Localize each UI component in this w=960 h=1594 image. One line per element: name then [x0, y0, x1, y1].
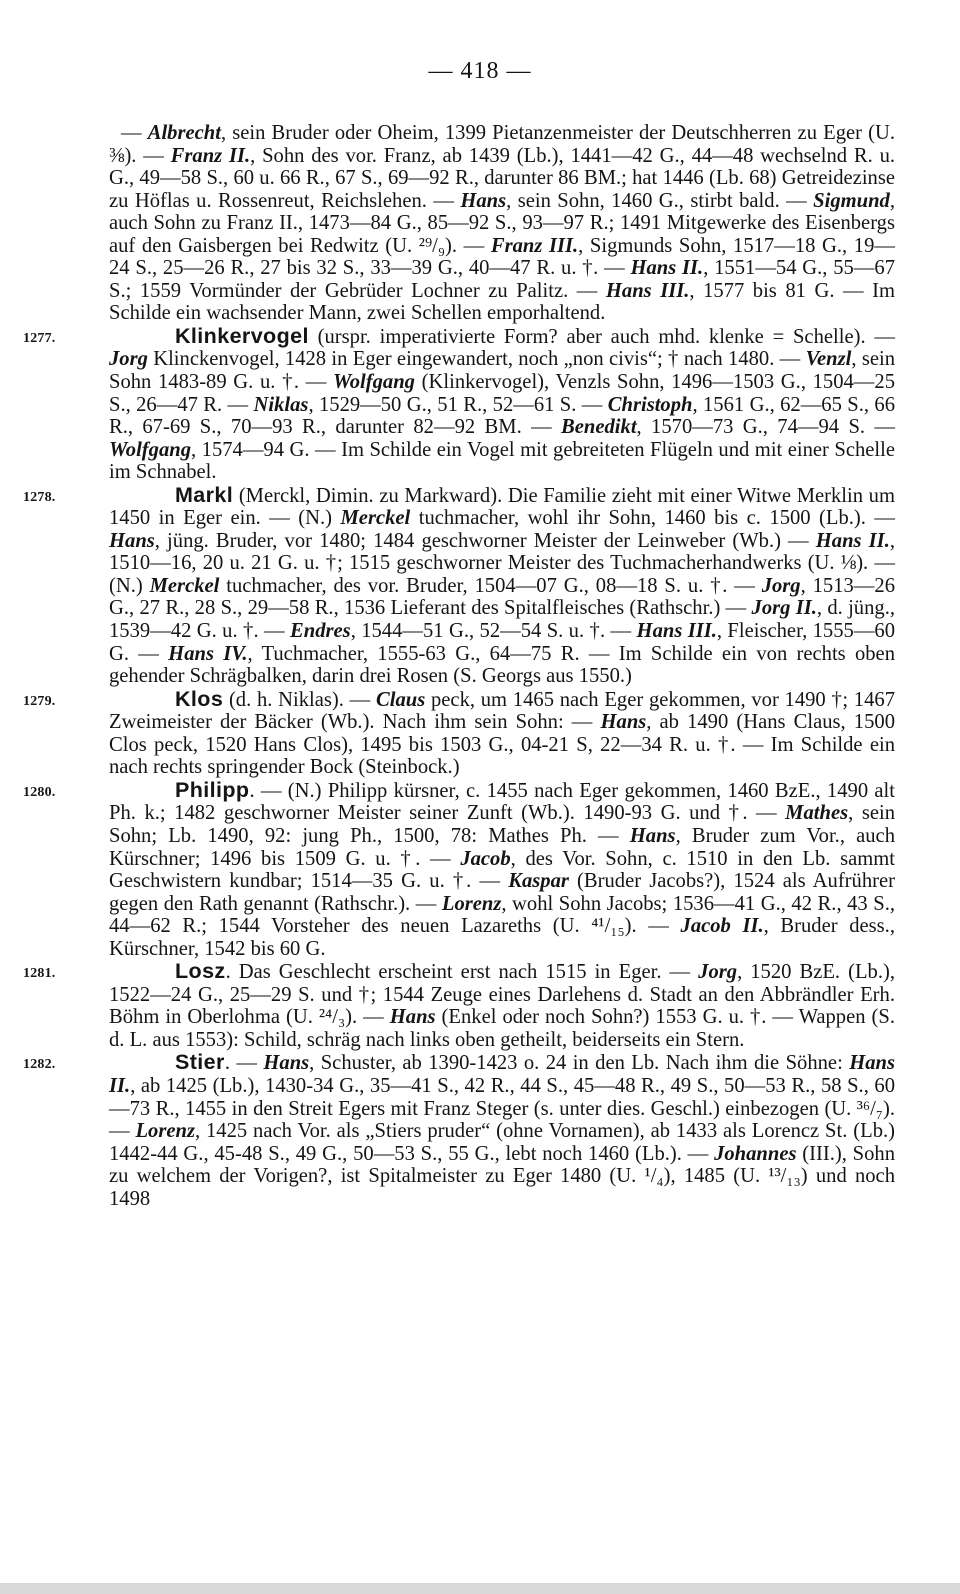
text-segment: (urspr. imperativierte Form? aber auch mhd. klenke = Schelle). —	[308, 325, 895, 348]
text-segment: —	[121, 122, 148, 144]
page-number: — 418 —	[428, 58, 532, 84]
person-name: Mathes	[785, 802, 849, 825]
text-segment: , sein Sohn 1483-89 G. u. †. —	[109, 348, 895, 394]
text-segment: , 1425 nach Vor. als „Stiers pruder“ (ohne Vornamen), ab 1433 als Lorencz St. (Lb.) 1442-44 G., 45-48 S., 49 G., 50—53 S., 55 G., lebt noch 1460 (Lb.). —	[109, 1120, 895, 1165]
text-segment: , Bruder dess., Kürschner, 1542 bis 60 G.	[109, 915, 895, 960]
text-segment: , 1574—94 G. — Im Schilde ein Vogel mit gebreiteten Flügeln und mit einer Schelle im Schnabel.	[109, 438, 895, 484]
entry-philipp	[23, 777, 895, 960]
text-segment: , d. jüng., 1539—42 G. u. †. —	[109, 597, 895, 643]
text-segment: , 1529—50 G., 51 R., 52—61 S. —	[308, 393, 608, 416]
person-name: Niklas	[253, 393, 309, 416]
person-name: Franz II.	[170, 144, 251, 167]
text-segment: , ab 1490 (Hans Claus, 1500 Clos peck, 1520 Hans Clos), 1495 bis 1503 G., 04-21 S, 22—34 R. u. †. — Im Schilde ein nach rechts springender Bock (Steinbock.)	[109, 711, 895, 779]
page-body	[23, 122, 896, 1210]
text-segment: , auch Sohn zu Franz II., 1473—84 G., 85—92 S., 93—97 R.; 1491 Mitgewerke des Eisenbergs auf den Gaisbergen bei Redwitz (U. ²⁹/₉). —	[109, 189, 895, 257]
person-name: Jacob	[460, 847, 511, 870]
entry-klinkervogel	[23, 323, 895, 484]
text-segment: , wohl Sohn Jacobs; 1536—41 G., 42 R., 43 S., 44—62 R.; 1544 Vorsteher des neuen Lazareths (U. ⁴¹/₁₅). —	[109, 892, 895, 938]
text-segment: (d. h. Niklas). —	[223, 688, 377, 711]
text-segment: , sein Sohn; Lb. 1490, 92: jung Ph., 1500, 78: Mathes Ph. —	[109, 802, 895, 847]
entry-surname: Losz	[175, 959, 226, 984]
entry-surname: Klos	[175, 686, 224, 711]
person-name: Hans II.	[630, 257, 704, 280]
person-name: Jorg	[109, 348, 148, 371]
text-segment: , Tuchmacher, 1555-63 G., 64—75 R. — Im Schilde ein von rechts oben gehender Schrägbalken, darin drei Rosen (S. Georgs aus 1550.)	[109, 642, 895, 688]
text-segment: , 1544—51 G., 52—54 S. u. †. —	[350, 620, 637, 643]
text-segment: , 1561 G., 62—65 S., 66 R., 67-69 S., 70—93 R., darunter 82—92 BM. —	[109, 393, 895, 439]
person-name: Merckel	[340, 507, 411, 530]
text-segment: , 1520 BzE. (Lb.), 1522—24 G., 25—29 S. und †; 1544 Zeuge eines Darlehens d. Stadt an den Abbrändler Erh. Böhm in Oberlohma (U. ²⁴/₃). —	[109, 961, 895, 1029]
person-name: Wolfgang	[109, 438, 192, 461]
person-name: Hans IV.	[168, 642, 248, 665]
text-segment: , 1513—26 G., 27 R., 28 S., 29—58 R., 1536 Lieferant des Spitalfleisches (Rathschr.) —	[109, 574, 895, 620]
person-name: Hans	[389, 1006, 436, 1029]
text-segment: , des Vor. Sohn, c. 1510 in den Lb. sammt Geschwistern kundbar; 1514—35 G. u. †. —	[109, 847, 895, 893]
entry-number: 1277.	[23, 330, 56, 346]
text-segment: (Merckl, Dimin. zu Markward). Die Familie zieht mit einer Witwe Merklin um 1450 in Eger ein. — (N.)	[109, 484, 895, 530]
person-name: Johannes	[714, 1142, 797, 1165]
text-segment: , 1570—73 G., 74—94 S. —	[636, 416, 895, 439]
person-name: Albrecht	[147, 122, 221, 144]
text-segment: (Bruder Jacobs?), 1524 als Aufrührer gegen den Rath genannt (Rathschr.). —	[109, 870, 895, 915]
person-name: Jorg	[761, 574, 801, 597]
person-name: Hans	[109, 529, 155, 552]
text-segment: , sein Bruder oder Oheim, 1399 Pietanzenmeister der Deutschherren zu Eger (U. ⅜). —	[109, 122, 895, 167]
entry-number: 1278.	[23, 489, 56, 505]
person-name: Hans	[600, 711, 647, 734]
entry-surname: Markl	[175, 482, 234, 507]
entry-stier	[23, 1050, 895, 1210]
person-name: Hans II.	[815, 529, 890, 552]
text-segment: , Bruder zum Vor., auch Kürschner; 1496 bis 1509 G. u. †. —	[109, 824, 895, 870]
scan-bottom-edge	[0, 1583, 960, 1594]
person-name: Venzl	[805, 348, 852, 371]
person-name: Lorenz	[441, 892, 502, 915]
person-name: Hans II.	[109, 1052, 895, 1097]
person-name: Hans III.	[636, 620, 717, 643]
entry-markl	[23, 482, 896, 688]
person-name: Endres	[290, 620, 351, 643]
entry-number: 1280.	[23, 784, 56, 800]
text-segment: , 1551—54 G., 55—67 S.; 1559 Vormünder der Gebrüder Lochner zu Palitz. —	[109, 257, 895, 302]
person-name: Wolfgang	[332, 371, 415, 394]
text-segment: . — (N.) Philipp kürsner, c. 1455 nach Eger gekommen, 1460 BzE., 1490 alt Ph. k.; 1482 geschworner Meister seiner Zunft (Wb.). 1490-93 G. und †. —	[109, 779, 895, 825]
entry-surname: Philipp	[175, 777, 250, 802]
person-name: Kaspar	[508, 870, 569, 893]
person-name: Merckel	[149, 574, 220, 597]
text-segment: , Fleischer, 1555—60 G. —	[109, 620, 896, 665]
person-name: Sigmund	[813, 189, 890, 212]
entry-number: 1281.	[23, 966, 56, 982]
text-segment: , 1510—16, 20 u. 21 G. u. †; 1515 geschworner Meister des Tuchmacherhandwerks (U. ⅛). — (N.)	[109, 529, 895, 597]
text-segment: peck, um 1465 nach Eger gekommen, vor 1490 †; 1467 Zweimeister der Bäcker (Wb.). Nach ihm sein Sohn: —	[109, 688, 895, 734]
text-segment: Klinckenvogel, 1428 in Eger eingewandert, noch „non civis“; † nach 1480. —	[147, 348, 806, 371]
entry-surname: Stier	[175, 1050, 225, 1075]
continued-entry	[109, 122, 895, 325]
person-name: Jorg	[698, 961, 738, 984]
text-segment: , sein Sohn, 1460 G., stirbt bald. —	[506, 189, 814, 212]
person-name: Benedikt	[561, 416, 637, 439]
person-name: Hans	[263, 1052, 310, 1075]
entry-losz	[23, 959, 895, 1051]
text-segment: , jüng. Bruder, vor 1480; 1484 geschworner Meister der Leinweber (Wb.) —	[154, 529, 816, 552]
text-segment: tuchmacher, des vor. Bruder, 1504—07 G., 08—18 S. u. †. —	[219, 574, 762, 597]
text-segment: . Das Geschlecht erscheint erst nach 1515 in Eger. —	[225, 961, 699, 984]
entry-number: 1282.	[23, 1057, 56, 1073]
person-name: Jorg II.	[751, 597, 817, 620]
text-segment: . —	[224, 1052, 264, 1075]
text-segment: (Enkel oder noch Sohn?) 1553 G. u. †. — Wappen (S. d. L. aus 1553): Schild, schräg nach links oben getheilt, beiderseits ein Stern.	[109, 1006, 895, 1051]
text-segment: tuchmacher, wohl ihr Sohn, 1460 bis c. 1500 (Lb.). —	[410, 507, 895, 530]
text-segment: , Schuster, ab 1390-1423 o. 24 in den Lb. Nach ihm die Söhne:	[309, 1052, 850, 1075]
text-segment: , ab 1425 (Lb.), 1430-34 G., 35—41 S., 42 R., 44 S., 45—48 R., 49 S., 50—53 R., 58 S., 60—73 R., 1455 in den Streit Egers mit Franz Steger (s. unter dies. Geschl.) einbezogen (U. ³⁶/₇). —	[109, 1074, 895, 1143]
text-segment: , Sigmunds Sohn, 1517—18 G., 19—24 S., 25—26 R., 27 bis 32 S., 33—39 G., 40—47 R. u. †. —	[109, 234, 895, 280]
text-segment: , Sohn des vor. Franz, ab 1439 (Lb.), 1441—42 G., 44—48 wechselnd R. u. G., 49—58 S., 60 u. 66 R., 67 S., 69—92 R., darunter 86 BM.; hat 1446 (Lb. 68) Getreidezinse zu Höflas u. Rossenreut, Reichslehen. —	[109, 144, 896, 212]
person-name: Hans	[460, 189, 507, 212]
entry-number: 1279.	[23, 693, 56, 709]
person-name: Franz III.	[490, 234, 579, 257]
text-segment: , 1577 bis 81 G. — Im Schilde ein wachsender Mann, zwei Schellen emporhaltend.	[109, 279, 895, 325]
person-name: Jacob II.	[680, 915, 764, 938]
person-name: Claus	[376, 688, 426, 711]
entry-surname: Klinkervogel	[175, 323, 309, 348]
entry-klos	[23, 686, 895, 779]
person-name: Christoph	[607, 393, 693, 416]
person-name: Hans	[629, 824, 676, 847]
person-name: Hans III.	[605, 279, 690, 302]
text-segment: (Klinkervogel), Venzls Sohn, 1496—1503 G., 1504—25 S., 26—47 R. —	[109, 371, 895, 416]
person-name: Lorenz	[135, 1120, 195, 1143]
text-segment: (III.), Sohn zu welchem der Vorigen?, ist Spitalmeister zu Eger 1480 (U. ¹/₄), 1485 (U. ¹³/₁₃) und noch 1498	[109, 1142, 895, 1210]
